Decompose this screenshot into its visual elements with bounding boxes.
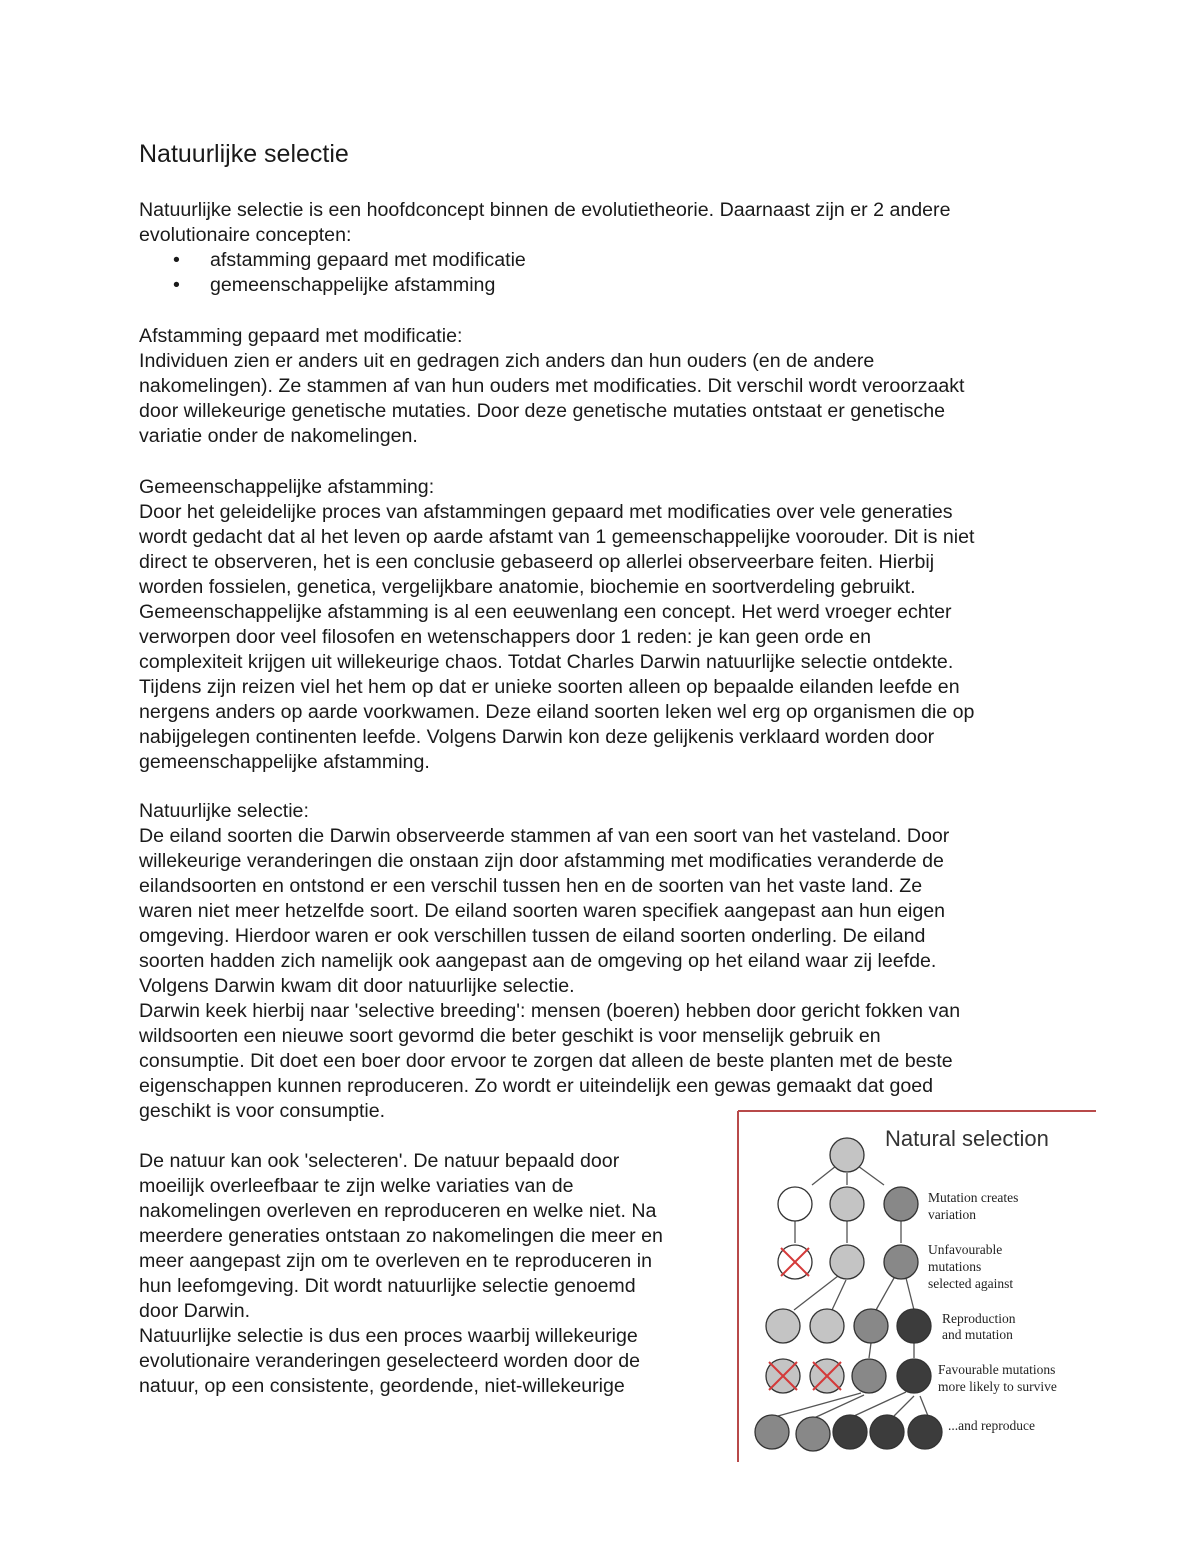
label-favourable: more likely to survive [938,1379,1057,1394]
bullet-icon: • [173,274,180,296]
paragraph-line: moeilijk overleefbaar te zijn welke variaties van de [139,1175,574,1197]
list-item: • gemeenschappelijke afstamming [139,273,950,298]
variant-circle [884,1187,918,1221]
list-item: • afstamming gepaard met modificatie [139,248,950,273]
label-reproduction: and mutation [942,1327,1013,1342]
final-circle [755,1415,789,1449]
paragraph-line: nakomelingen). Ze stammen af van hun ouders met modificaties. Dit verschil wordt veroorzaakt [139,375,965,397]
bullet-icon: • [173,249,180,271]
paragraph-line: Volgens Darwin kwam dit door natuurlijke selectie. [139,975,575,997]
paragraph-line: eigenschappen kunnen reproduceren. Zo wordt er uiteindelijk een gewas gemaakt dat goed [139,1075,934,1097]
paragraph-line: evolutionaire veranderingen geselecteerd worden door de [139,1350,641,1372]
paragraph-line: gemeenschappelijke afstamming. [139,751,430,773]
label-mutation: Mutation creates [928,1190,1019,1205]
section-heading: Afstamming gepaard met modificatie: [139,325,463,347]
paragraph-line: hun leefomgeving. Dit wordt natuurlijke selectie genoemd [139,1275,636,1297]
paragraph-line: wordt gedacht dat al het leven op aarde afstamt van 1 gemeenschappelijke voorouder. Dit is niet [139,526,975,548]
section-gemeenschappelijke-afstamming [139,475,974,775]
section-afstamming [139,324,964,449]
paragraph-line: nabijgelegen continenten leefde. Volgens Darwin kon deze gelijkenis verklaard worden door [139,726,935,748]
paragraph-line: soorten hadden zich namelijk ook aangepast aan de omgeving op het eiland waar zij leefde. [139,950,937,972]
label-reproduce: ...and reproduce [948,1418,1035,1433]
figure-labels [928,1190,1057,1433]
label-unfavourable: Unfavourable [928,1242,1003,1257]
intro-line: Natuurlijke selectie is een hoofdconcept binnen de evolutietheorie. Daarnaast zijn er 2 andere [139,199,951,221]
section-natuurlijke-selectie [139,799,960,1124]
final-circle [796,1417,830,1451]
final-circle [870,1415,904,1449]
paragraph-line: meer aangepast zijn om te overleven en te reproduceren in [139,1250,653,1272]
offspring-circle [766,1309,800,1343]
paragraph-line: nakomelingen overleven en reproduceren en welke niet. Na [139,1200,657,1222]
ancestor-circle [830,1138,864,1172]
paragraph-line: Natuurlijke selectie is dus een proces waarbij willekeurige [139,1325,638,1347]
natural-selection-figure [736,1110,1096,1462]
survivor-circle [852,1359,886,1393]
paragraph-line: consumptie. Dit doet een boer door ervoor te zorgen dat alleen de beste planten met de beste [139,1050,953,1072]
paragraph-line: De natuur kan ook 'selecteren'. De natuur bepaald door [139,1150,620,1172]
section-natuur-selecteert [139,1149,663,1399]
paragraph-line: natuur, op een consistente, geordende, niet-willekeurige [139,1375,625,1397]
figure-circles [755,1138,942,1451]
paragraph-line: door Darwin. [139,1300,251,1322]
offspring-circle [854,1309,888,1343]
paragraph-line: Darwin keek hierbij naar 'selective breeding': mensen (boeren) hebben door gericht fokken van [139,1000,961,1022]
paragraph-line: Individuen zien er anders uit en gedragen zich anders dan hun ouders (en de andere [139,350,875,372]
paragraph-line: Door het geleidelijke proces van afstammingen gepaard met modificaties over vele generaties [139,501,953,523]
label-favourable: Favourable mutations [938,1362,1056,1377]
paragraph-line: Gemeenschappelijke afstamming is al een eeuwenlang een concept. Het werd vroeger echter [139,601,952,623]
variant-circle [830,1187,864,1221]
paragraph-line: waren niet meer hetzelfde soort. De eiland soorten waren specifiek aangepast aan hun eigen [139,900,946,922]
final-circle [908,1415,942,1449]
label-reproduction: Reproduction [942,1311,1016,1326]
label-mutation: variation [928,1207,976,1222]
paragraph-line: omgeving. Hierdoor waren er ook verschillen tussen de eiland soorten onderling. De eiland [139,925,926,947]
section-heading: Natuurlijke selectie: [139,800,309,822]
paragraph-line: De eiland soorten die Darwin observeerde stammen af van een soort van het vasteland. Door [139,825,950,847]
paragraph-line: complexiteit krijgen uit willekeurige chaos. Totdat Charles Darwin natuurlijke selectie ontdekte. [139,651,954,673]
paragraph-line: willekeurige veranderingen die onstaan zijn door afstamming met modificaties veranderde de [139,850,944,872]
intro-block [139,198,950,298]
paragraph-line: meerdere generaties ontstaan zo nakomelingen die meer en [139,1225,663,1247]
survivor-circle [897,1359,931,1393]
survivor-circle [884,1245,918,1279]
paragraph-line: nergens anders op aarde voorkwamen. Deze eiland soorten leken wel erg op organismen die op [139,701,975,723]
page-title: Natuurlijke selectie [139,140,349,168]
paragraph-line: verworpen door veel filosofen en wetenschappers door 1 reden: je kan geen orde en [139,626,871,648]
paragraph-line: variatie onder de nakomelingen. [139,425,418,447]
offspring-circle [897,1309,931,1343]
label-unfavourable: mutations [928,1259,982,1274]
figure-title: Natural selection [885,1126,1049,1151]
offspring-circle [810,1309,844,1343]
paragraph-line: door willekeurige genetische mutaties. Door deze genetische mutaties ontstaat er genetische [139,400,945,422]
survivor-circle [830,1245,864,1279]
intro-line: evolutionaire concepten: [139,224,352,246]
section-heading: Gemeenschappelijke afstamming: [139,476,435,498]
paragraph-line: Tijdens zijn reizen viel het hem op dat er unieke soorten alleen op bepaalde eilanden leefde en [139,676,960,698]
paragraph-line: worden fossielen, genetica, vergelijkbare anatomie, biochemie en soortverdeling gebruikt. [139,576,916,598]
variant-circle [778,1187,812,1221]
label-unfavourable: selected against [928,1276,1014,1291]
paragraph-line: eilandsoorten en ontstond er een verschil tussen hen en de soorten van het vaste land. Ze [139,875,923,897]
paragraph-line: direct te observeren, het is een conclusie gebaseerd op allerlei observeerbare feiten. Hierbij [139,551,935,573]
paragraph-line: wildsoorten een nieuwe soort gevormd die beter geschikt is voor menselijk gebruik en [139,1025,881,1047]
paragraph-line: geschikt is voor consumptie. [139,1100,386,1122]
final-circle [833,1415,867,1449]
